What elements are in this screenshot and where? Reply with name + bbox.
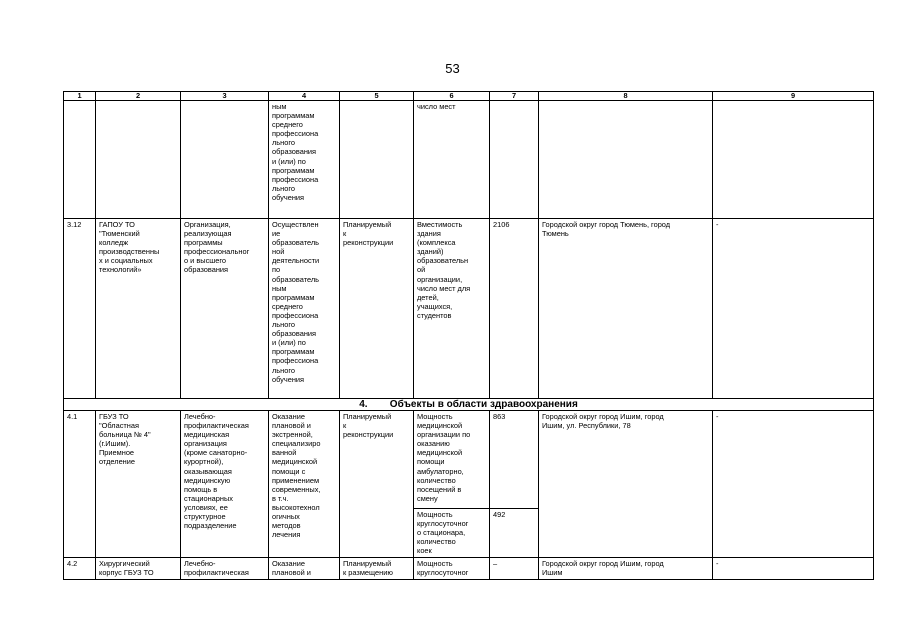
col-6: 6 xyxy=(414,92,490,101)
col-4: 4 xyxy=(269,92,340,101)
object-zone: - xyxy=(713,558,874,580)
col-7: 7 xyxy=(490,92,539,101)
col-5: 5 xyxy=(340,92,414,101)
object-location: Городской округ город Ишим, город Ишим, ул. Республики, 78 xyxy=(539,411,713,558)
row-number: 3.12 xyxy=(64,219,96,399)
object-type: Лечебно- профилактическая xyxy=(181,558,269,580)
section-heading-row xyxy=(64,399,874,411)
column-number-row xyxy=(64,92,874,101)
object-purpose: Осуществлен ие образователь ной деятельности по образователь ным программам среднего профессиона льного образования и (или) по программам профессиона льного обучения xyxy=(269,219,340,399)
characteristic-cell: число мест xyxy=(414,101,490,219)
object-value-2: 492 xyxy=(490,509,539,558)
object-type: Организация, реализующая программы профессиональног о и высшего образования xyxy=(181,219,269,399)
object-purpose: Оказание плановой и xyxy=(269,558,340,580)
purpose-cell: ным программам среднего профессиона льного образования и (или) по программам профессиона льного обучения xyxy=(269,101,340,219)
col-2: 2 xyxy=(96,92,181,101)
col-8: 8 xyxy=(539,92,713,101)
object-name: ГАПОУ ТО "Тюменский колледж производственны х и социальных технологий» xyxy=(96,219,181,399)
object-status: Планируемый к реконструкции xyxy=(340,219,414,399)
object-value-1: 863 xyxy=(490,411,539,509)
col-9: 9 xyxy=(713,92,874,101)
object-value: – xyxy=(490,558,539,580)
object-status: Планируемый к размещению xyxy=(340,558,414,580)
object-characteristic: Вместимость здания (комплекса зданий) образовательн ой организации, число мест для детей, учащихся, студентов xyxy=(414,219,490,399)
row-number: 4.2 xyxy=(64,558,96,580)
section-number: 4. xyxy=(359,399,368,410)
object-characteristic: Мощность круглосуточног xyxy=(414,558,490,580)
table-row-continued xyxy=(64,101,874,219)
table-row-4-1 xyxy=(64,411,874,509)
object-name: ГБУЗ ТО "Областная больница № 4" (г.Ишим). Приемное отделение xyxy=(96,411,181,558)
table-row-4-2 xyxy=(64,558,874,580)
col-1: 1 xyxy=(64,92,96,101)
object-value: 2106 xyxy=(490,219,539,399)
object-type: Лечебно- профилактическая медицинская организация (кроме санаторно- курортной), оказывающая медицинскую помощь в стационарных условиях, ее структурное подразделение xyxy=(181,411,269,558)
object-characteristic-2: Мощность круглосуточног о стационара, количество коек xyxy=(414,509,490,558)
object-location: Городской округ город Тюмень, город Тюмень xyxy=(539,219,713,399)
page-number: 53 xyxy=(445,61,460,76)
col-3: 3 xyxy=(181,92,269,101)
object-location: Городской округ город Ишим, город Ишим xyxy=(539,558,713,580)
object-zone: - xyxy=(713,219,874,399)
objects-table xyxy=(63,91,874,580)
object-zone: - xyxy=(713,411,874,558)
object-characteristic-1: Мощность медицинской организации по оказанию медицинской помощи амбулаторно, количество посещений в смену xyxy=(414,411,490,509)
section-title: Объекты в области здравоохранения xyxy=(389,399,578,410)
object-purpose: Оказание плановой и экстренной, специализиро ванной медицинской помощи с применением современных, в т.ч. высокотехнол огичных методов лечения xyxy=(269,411,340,558)
table-row-3-12 xyxy=(64,219,874,399)
object-name: Хирургический корпус ГБУЗ ТО xyxy=(96,558,181,580)
object-status: Планируемый к реконструкции xyxy=(340,411,414,558)
row-number: 4.1 xyxy=(64,411,96,558)
